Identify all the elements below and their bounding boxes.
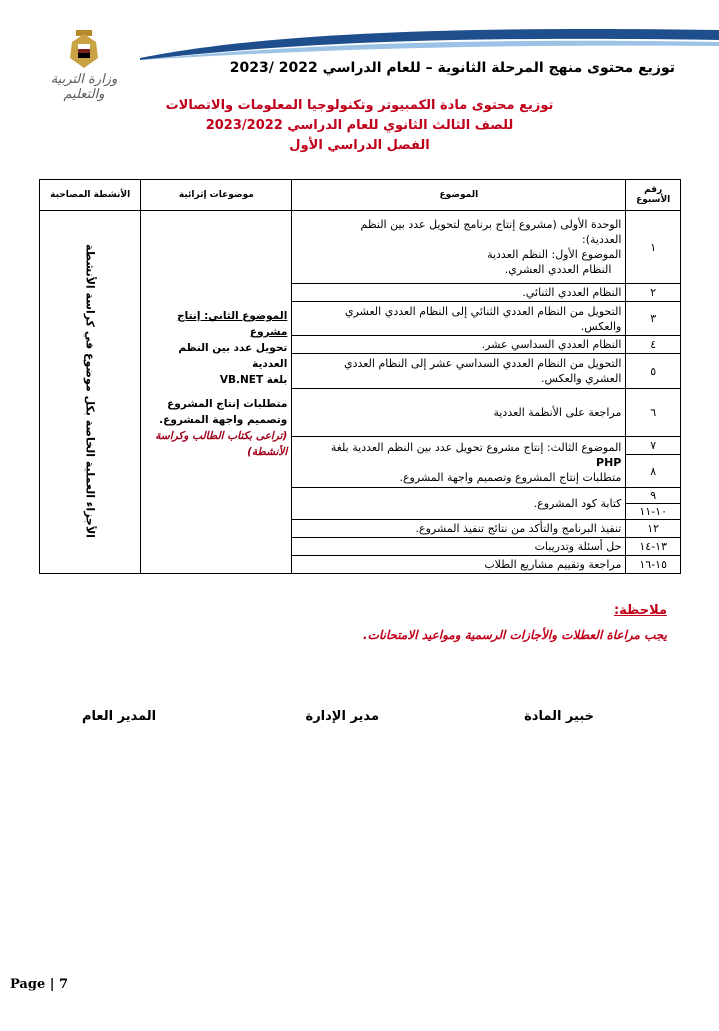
week-cell: ٢ xyxy=(626,284,681,302)
week-cell: ١٣-١٤ xyxy=(626,538,681,556)
week-cell: ١٠-١١ xyxy=(626,504,681,520)
topic-cell xyxy=(292,211,626,284)
enrichment-note: (تراعى بكتاب الطالب وكراسة الأنشطة) xyxy=(155,430,288,458)
topic-cell: النظام العددي السداسي عشر. xyxy=(292,336,626,354)
semester-title: الفصل الدراسي الأول xyxy=(289,138,430,153)
header-topic: الموضوع xyxy=(292,180,626,211)
topic-cell: كتابة كود المشروع. xyxy=(292,488,626,520)
table-row xyxy=(40,211,681,284)
curriculum-table xyxy=(39,179,681,574)
week-cell: ٥ xyxy=(626,354,681,389)
topic-cell: مراجعة على الأنظمة العددية xyxy=(292,389,626,437)
topic-cell: تنفيذ البرنامج والتأكد من نتائج تنفيذ المشروع. xyxy=(292,520,626,538)
header-title: توزيع محتوى منهج المرحلة الثانوية – للعام الدراسي 2022 /2023 xyxy=(229,60,675,76)
main-title: توزيع محتوى مادة الكمبيوتر وتكنولوجيا المعلومات والاتصالات xyxy=(165,98,554,113)
topic-line: الموضوع الأول: النظم العددية xyxy=(487,248,622,261)
ministry-logo xyxy=(36,28,132,102)
enrichment-line: وتصميم واجهة المشروع. xyxy=(159,414,288,426)
topic-line: الموضوع الثالث: إنتاج مشروع تحويل عدد بين النظم العددية بلغة xyxy=(330,440,622,454)
table-header-row xyxy=(40,180,681,211)
topic-line: التحويل من النظام العددي الثنائي إلى النظام العددي العشري xyxy=(345,304,622,318)
topic-line: PHP xyxy=(596,455,622,469)
enrichment-line: تحويل عدد بين النظم العددية xyxy=(178,342,288,370)
header-band xyxy=(140,24,719,60)
topic-cell xyxy=(292,302,626,336)
enrichment-line: بلغة VB.NET xyxy=(219,374,288,386)
topic-line: التحويل من النظام العددي السداسي عشر إلى النظام العددي xyxy=(343,357,622,370)
signature-general-director: المدير العام xyxy=(82,709,157,724)
note-text: يجب مراعاة العطلات والأجازات الرسمية ومواعيد الامتحانات. xyxy=(363,628,667,642)
activities-cell xyxy=(40,211,141,574)
header-week: رقم الأسبوع xyxy=(626,180,681,211)
header-enrichment: موضوعات إثرائية xyxy=(141,180,292,211)
week-cell: ١٢ xyxy=(626,520,681,538)
topic-cell xyxy=(292,354,626,389)
enrichment-cell xyxy=(141,211,292,574)
logo-text: وزارة التربية والتعليم xyxy=(50,72,118,102)
header-activities: الأنشطة المصاحبة xyxy=(40,180,141,211)
activities-text: الأجزاء العملية الخاصة بكل موضوع في كراسة الأنشطة xyxy=(83,243,97,538)
topic-cell: النظام العددي الثنائي. xyxy=(292,284,626,302)
enrichment-line: الموضوع الثاني: إنتاج مشروع xyxy=(177,310,288,338)
week-cell: ٨ xyxy=(626,455,681,488)
week-cell: ٤ xyxy=(626,336,681,354)
page-number: Page | 7 xyxy=(10,977,69,992)
topic-cell: مراجعة وتقييم مشاريع الطلاب xyxy=(292,556,626,574)
topic-line: النظام العددي العشري. xyxy=(504,263,612,276)
topic-line: العددية): xyxy=(582,233,622,246)
week-cell: ٧ xyxy=(626,437,681,455)
week-cell: ١ xyxy=(626,211,681,284)
signature-admin-director: مدير الإدارة xyxy=(305,709,379,724)
topic-cell: حل أسئلة وتدريبات xyxy=(292,538,626,556)
week-cell: ٦ xyxy=(626,389,681,437)
week-cell: ١٥-١٦ xyxy=(626,556,681,574)
topic-cell xyxy=(292,437,626,488)
week-cell: ٣ xyxy=(626,302,681,336)
topic-line: العشري والعكس. xyxy=(541,372,622,385)
eagle-emblem-icon xyxy=(36,28,132,70)
week-cell: ٩ xyxy=(626,488,681,504)
topic-line: والعكس. xyxy=(580,319,622,333)
signature-subject-expert: خبير المادة xyxy=(524,709,594,724)
note-label: ملاحظة: xyxy=(613,603,667,618)
topic-line: الوحدة الأولى (مشروع إنتاج برنامج لتحويل عدد بين النظم xyxy=(360,218,622,231)
enrichment-line: متطلبات إنتاج المشروع xyxy=(167,398,288,410)
grade-year-title: للصف الثالث الثانوي للعام الدراسي 2023/2022 xyxy=(205,118,514,133)
topic-line: متطلبات إنتاج المشروع وتصميم واجهة المشروع. xyxy=(399,470,622,484)
